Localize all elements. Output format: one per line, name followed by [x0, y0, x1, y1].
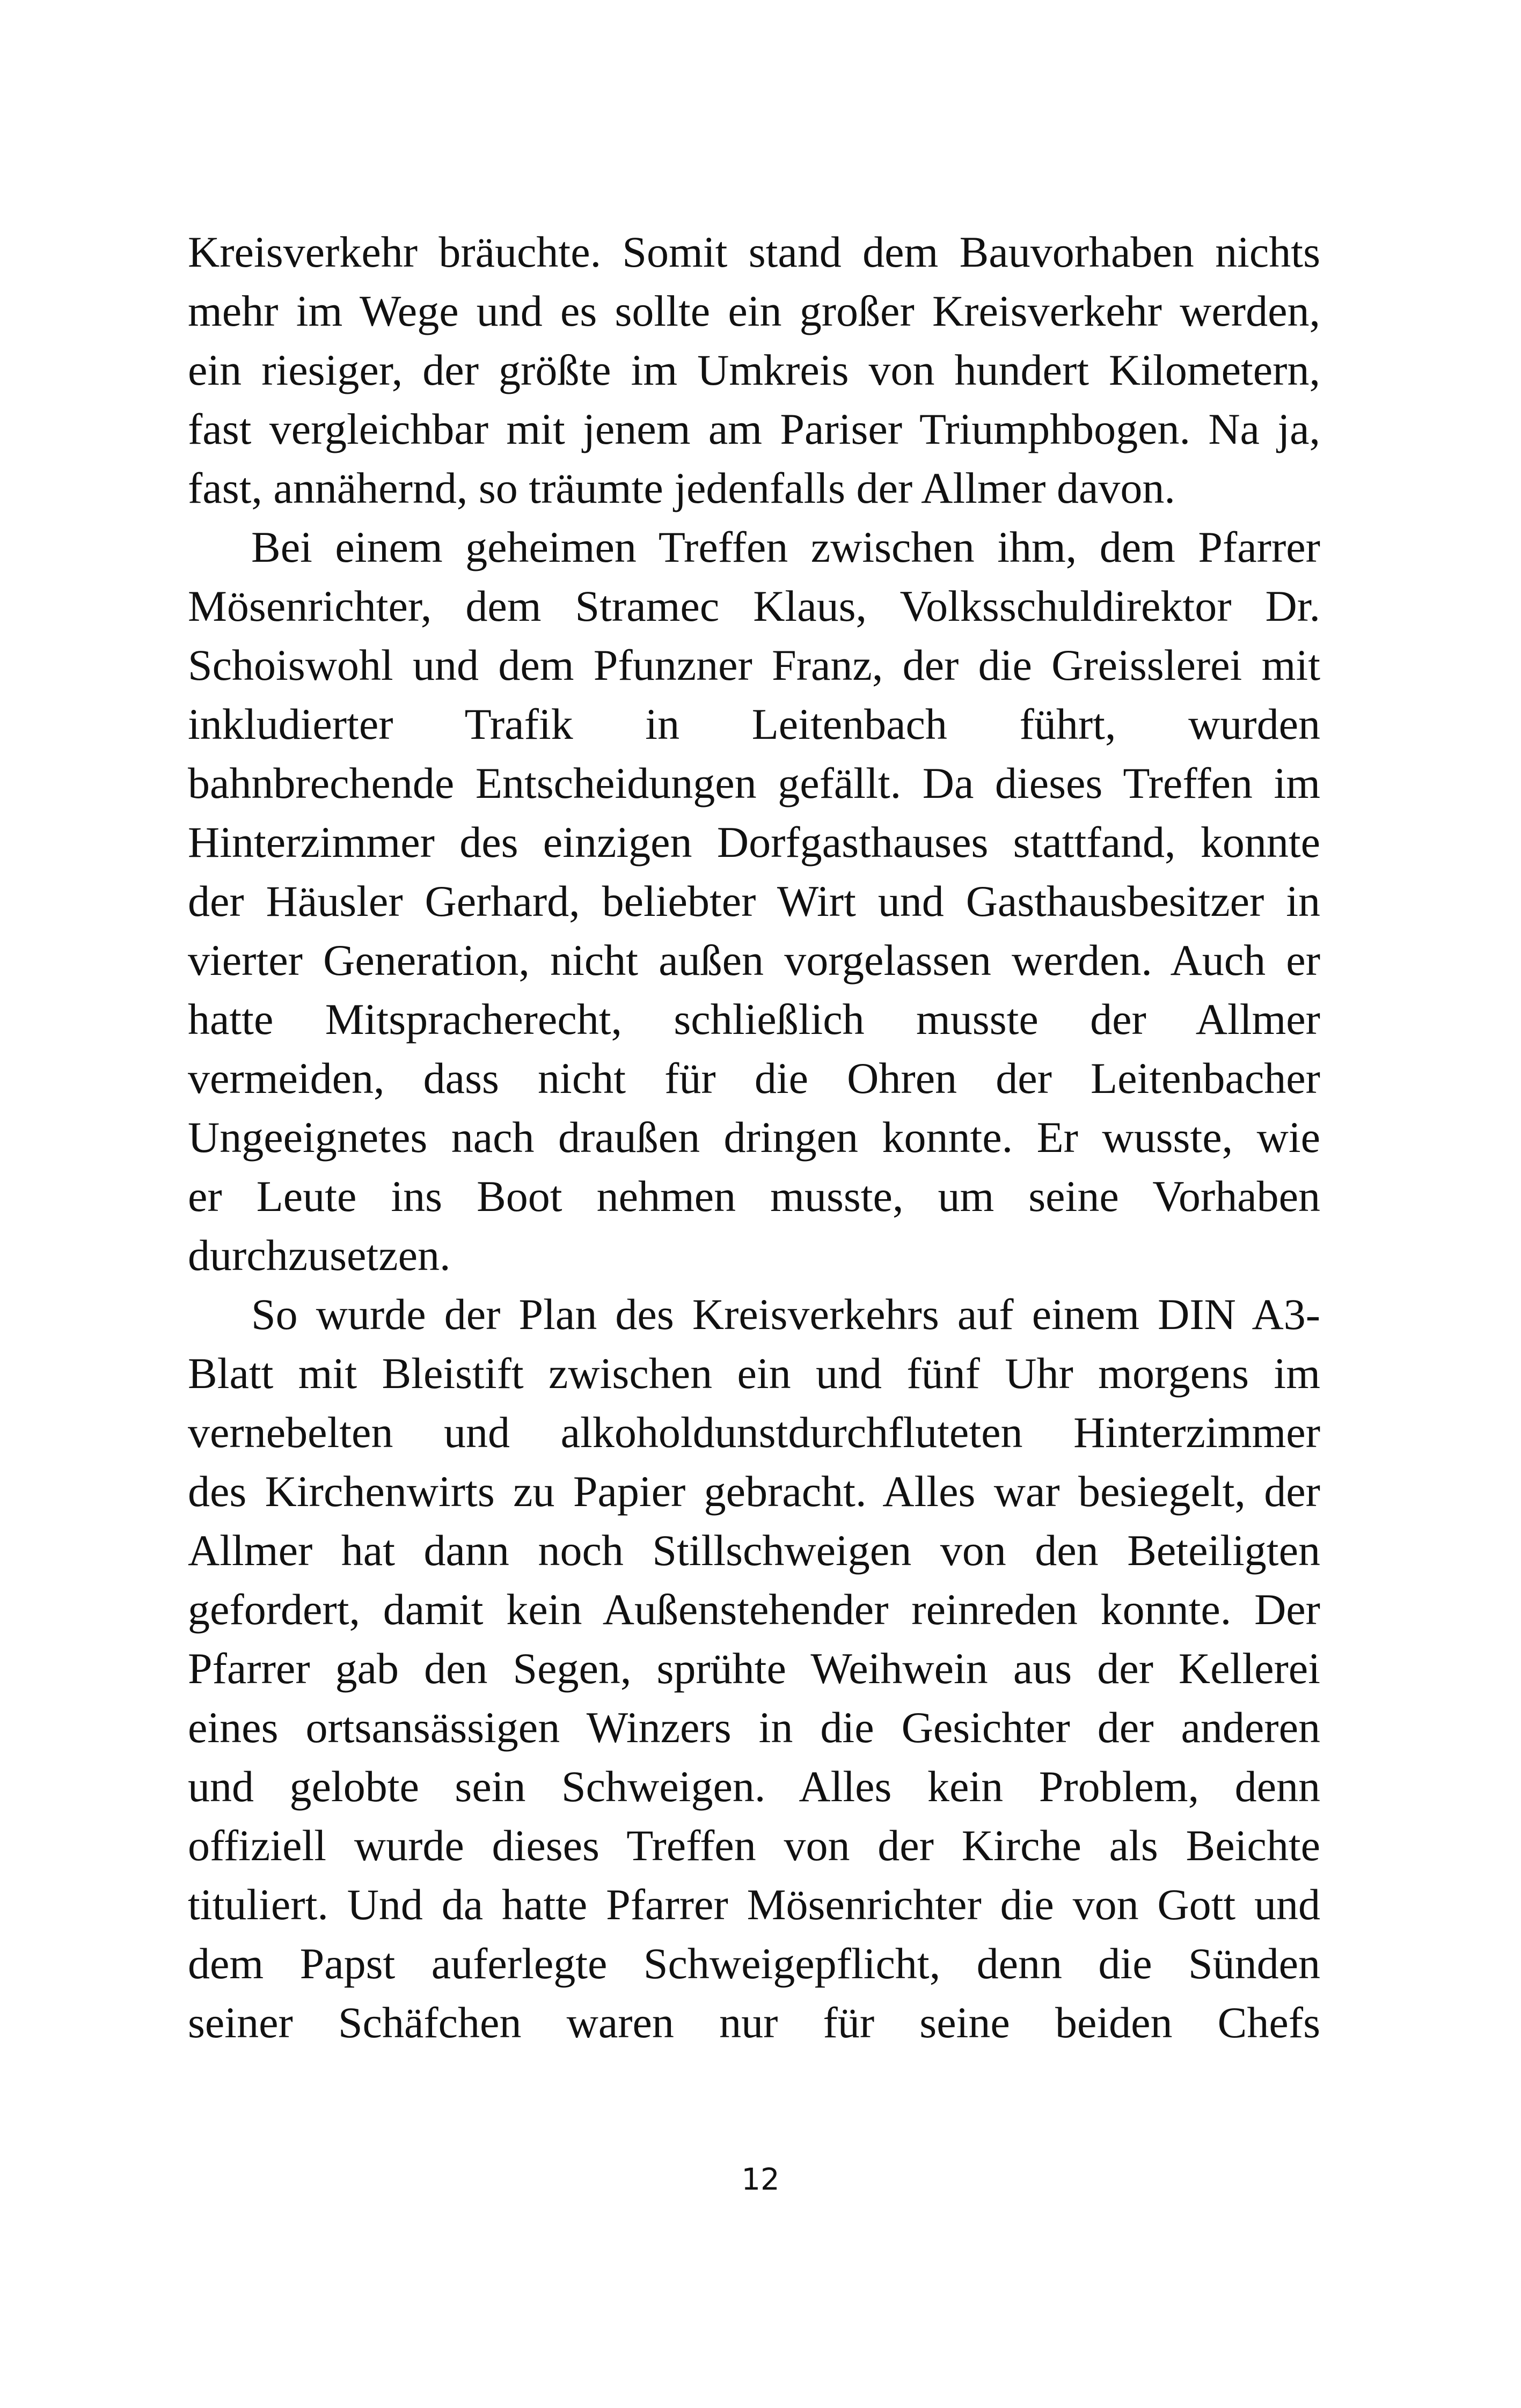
text-line: des Kirchenwirts zu Papier gebracht. Alles war besiegelt, der	[188, 1467, 1320, 1516]
text-line: durchzusetzen.	[188, 1231, 451, 1280]
text-line: Kreisverkehr bräuchte. Somit stand dem Bauvorhaben nichts	[188, 227, 1320, 276]
text-line: vierter Generation, nicht außen vorgelassen werden. Auch er	[188, 936, 1320, 985]
text-line: hatte Mitspracherecht, schließlich musste der Allmer	[188, 995, 1320, 1044]
text-line: er Leute ins Boot nehmen musste, um seine Vorhaben	[188, 1172, 1320, 1221]
text-line: Schoiswohl und dem Pfunzner Franz, der die Greisslerei mit	[188, 641, 1320, 689]
text-line: fast, annähernd, so träumte jedenfalls der Allmer davon.	[188, 464, 1175, 512]
text-line: Allmer hat dann noch Stillschweigen von den Beteiligten	[188, 1526, 1320, 1575]
text-line: der Häusler Gerhard, beliebter Wirt und Gasthausbesitzer in	[188, 877, 1320, 926]
text-line: und gelobte sein Schweigen. Alles kein Problem, denn	[188, 1762, 1320, 1811]
text-line: Pfarrer gab den Segen, sprühte Weihwein aus der Kellerei	[188, 1644, 1320, 1693]
text-line: tituliert. Und da hatte Pfarrer Mösenrichter die von Gott und	[188, 1880, 1320, 1929]
paragraph-start-line: Bei einem geheimen Treffen zwischen ihm, dem Pfarrer	[251, 523, 1320, 571]
body-text	[188, 223, 1320, 2052]
text-line: Hinterzimmer des einzigen Dorfgasthauses stattfand, konnte	[188, 818, 1320, 867]
text-line: vernebelten und alkoholdunstdurchfluteten Hinterzimmer	[188, 1408, 1320, 1457]
text-line: Ungeeignetes nach draußen dringen konnte. Er wusste, wie	[188, 1113, 1320, 1162]
text-line: gefordert, damit kein Außenstehender reinreden konnte. Der	[188, 1585, 1320, 1634]
text-line: vermeiden, dass nicht für die Ohren der Leitenbacher	[188, 1054, 1320, 1103]
text-line: Blatt mit Bleistift zwischen ein und fünf Uhr morgens im	[188, 1349, 1320, 1398]
text-line: dem Papst auferlegte Schweigepflicht, denn die Sünden	[188, 1939, 1320, 1988]
text-line: ein riesiger, der größte im Umkreis von hundert Kilometern,	[188, 346, 1320, 394]
text-line: seiner Schäfchen waren nur für seine beiden Chefs	[188, 1998, 1320, 2047]
page-number: 12	[741, 2162, 780, 2197]
text-line: fast vergleichbar mit jenem am Pariser Triumphbogen. Na ja,	[188, 405, 1320, 453]
text-line: inkludierter Trafik in Leitenbach führt, wurden	[188, 700, 1320, 748]
text-line: bahnbrechende Entscheidungen gefällt. Da dieses Treffen im	[188, 759, 1320, 807]
text-line: mehr im Wege und es sollte ein großer Kreisverkehr werden,	[188, 287, 1320, 335]
paragraph-start-line: So wurde der Plan des Kreisverkehrs auf einem DIN A3-	[251, 1290, 1320, 1339]
text-line: Mösenrichter, dem Stramec Klaus, Volksschuldirektor Dr.	[188, 582, 1320, 630]
text-line: offiziell wurde dieses Treffen von der Kirche als Beichte	[188, 1821, 1320, 1870]
text-line: eines ortsansässigen Winzers in die Gesichter der anderen	[188, 1703, 1320, 1752]
